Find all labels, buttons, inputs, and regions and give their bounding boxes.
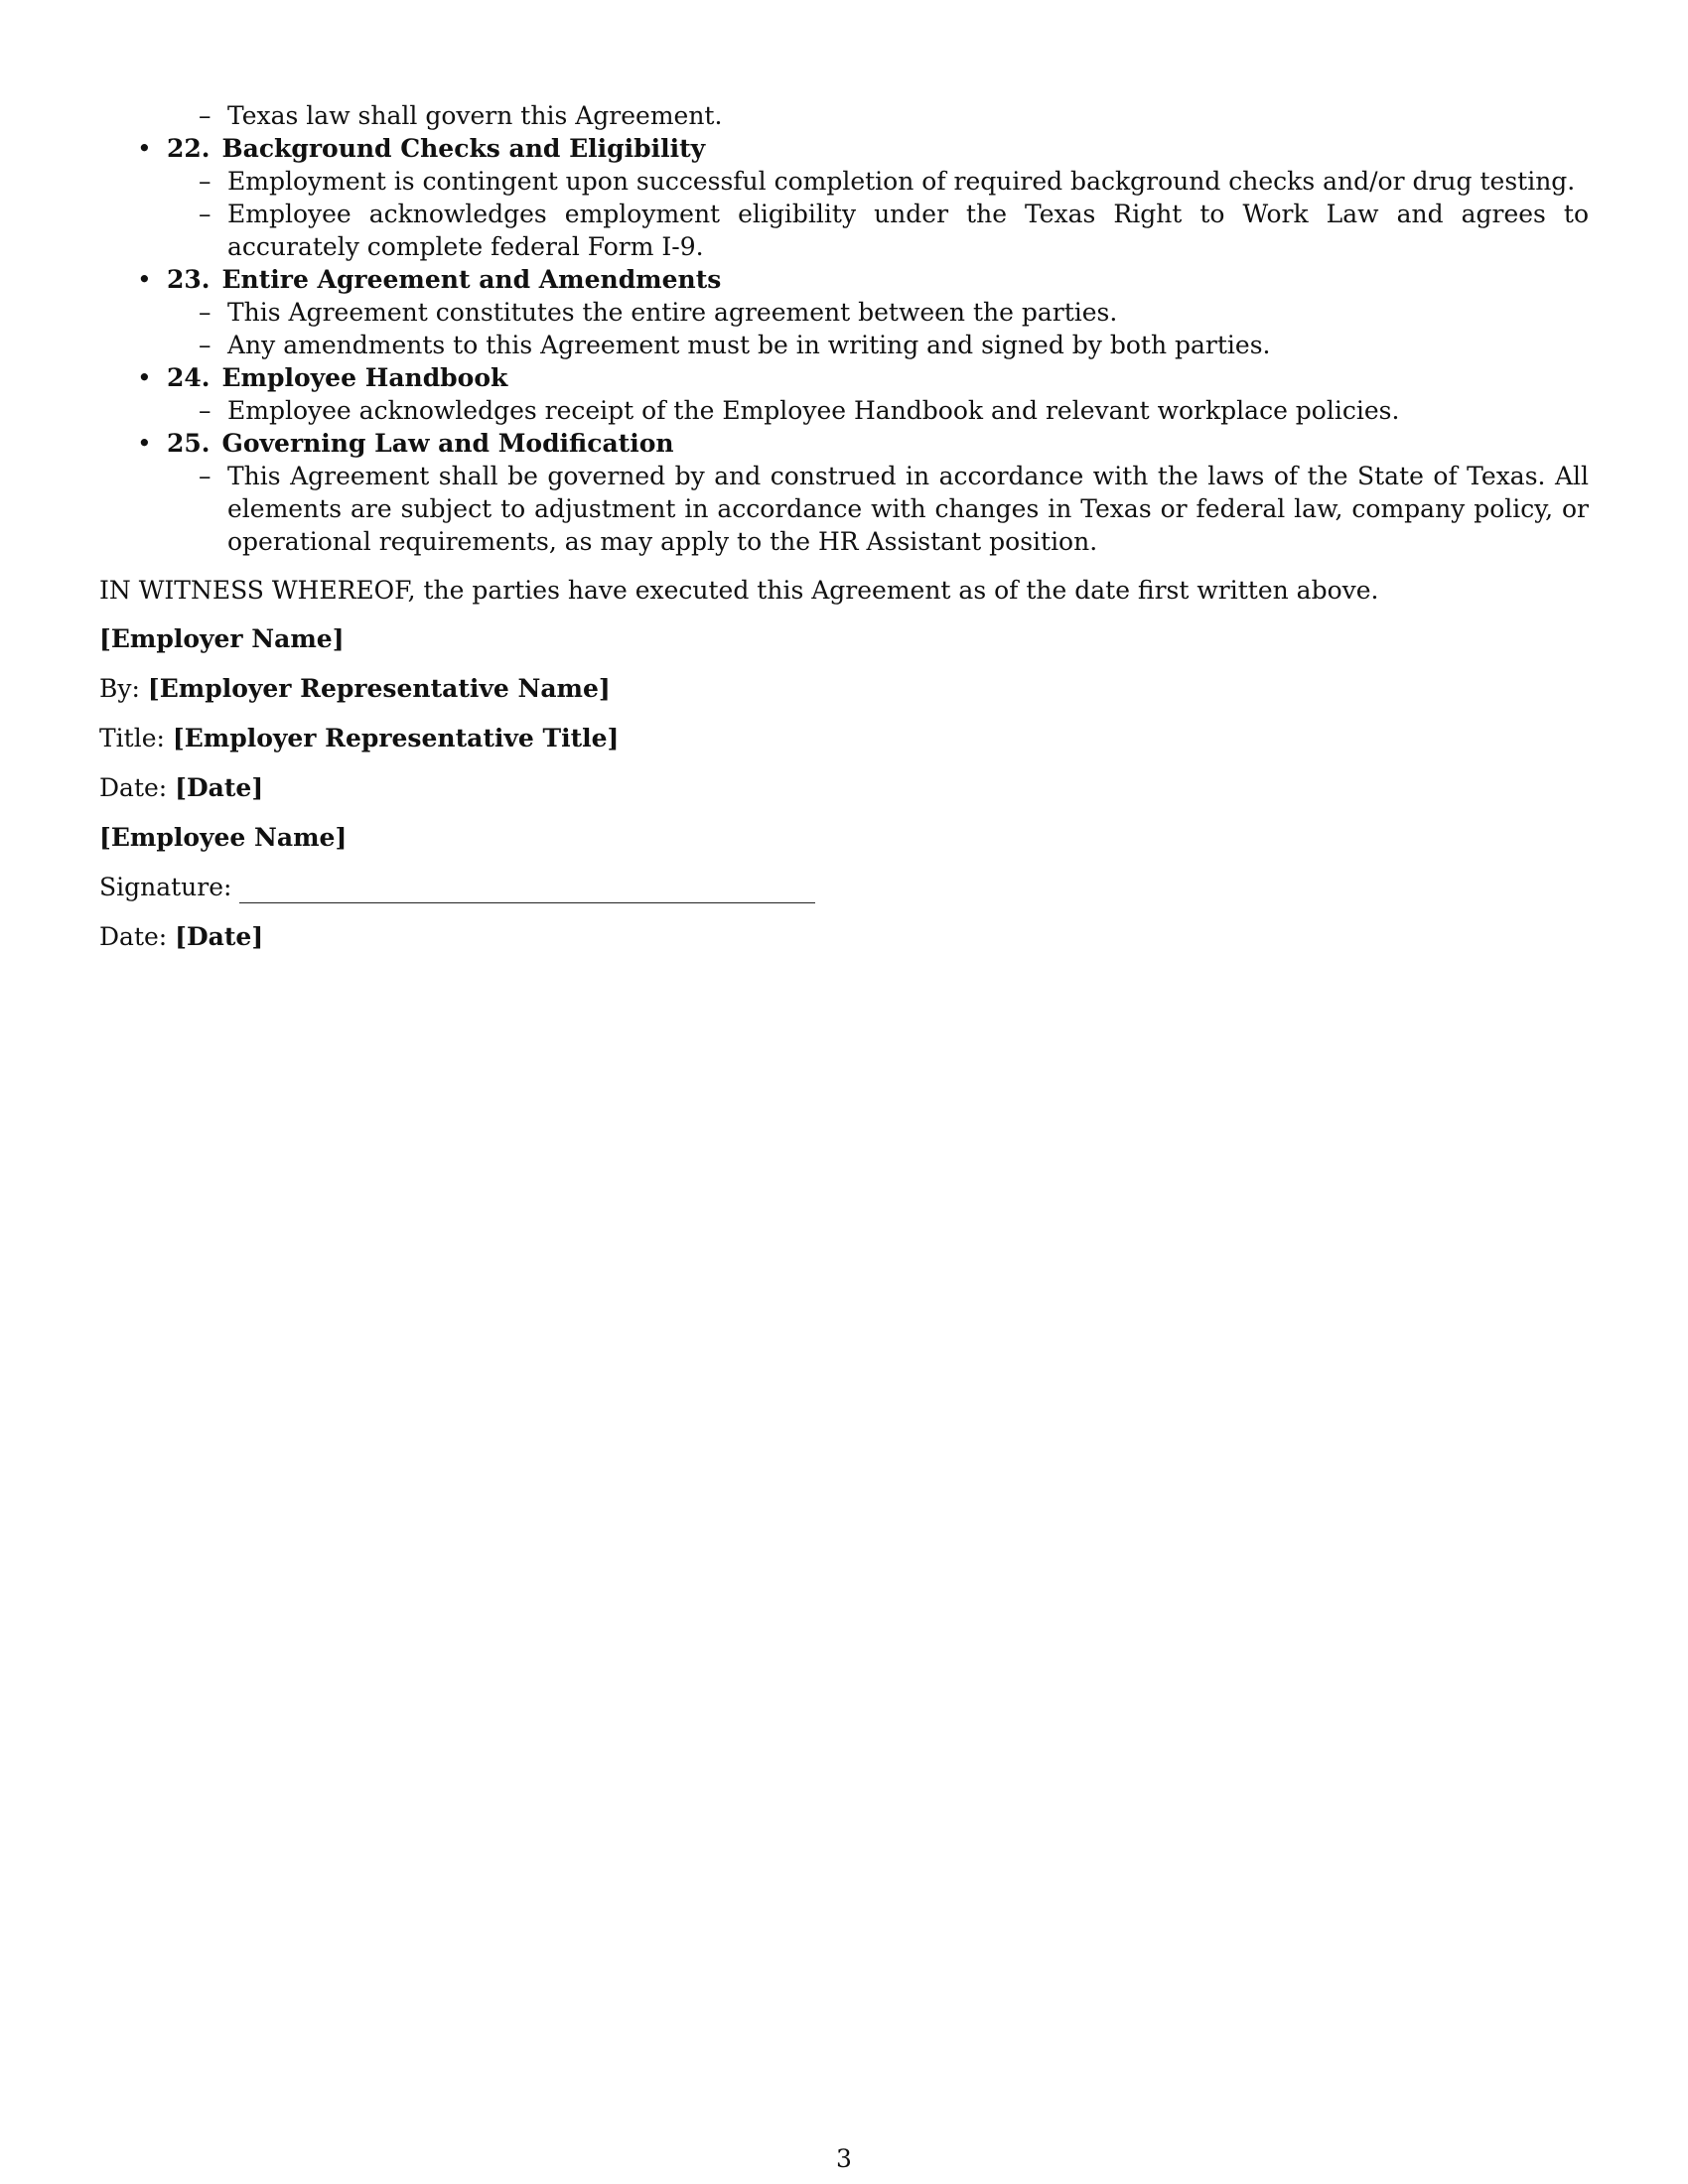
item-text: Employee acknowledges receipt of the Employee Handbook and relevant workplace policies. bbox=[227, 396, 1400, 425]
section-title: Background Checks and Eligibility bbox=[221, 134, 706, 163]
representative-name: [Employer Representative Name] bbox=[147, 674, 611, 703]
date-label: Date: bbox=[99, 922, 168, 951]
bullet-marker: • bbox=[137, 265, 152, 294]
section-24-item-1 bbox=[99, 394, 1589, 427]
signature-label: Signature: bbox=[99, 873, 232, 901]
section-title: Employee Handbook bbox=[221, 363, 508, 392]
employer-representative-line bbox=[99, 672, 1589, 705]
continuation-item bbox=[99, 99, 1589, 132]
employee-name-value: [Employee Name] bbox=[99, 823, 348, 852]
section-number: 22. bbox=[167, 134, 211, 163]
dash-marker: – bbox=[199, 101, 211, 130]
employer-name bbox=[99, 622, 1589, 655]
signature-blank[interactable] bbox=[239, 877, 815, 903]
employer-title-line bbox=[99, 722, 1589, 754]
dash-marker: – bbox=[199, 396, 211, 425]
document-page bbox=[99, 99, 1589, 970]
employer-name-value: [Employer Name] bbox=[99, 624, 345, 653]
employee-date: [Date] bbox=[175, 922, 264, 951]
section-23-heading bbox=[99, 263, 1589, 296]
bullet-marker: • bbox=[137, 134, 152, 163]
item-text: This Agreement shall be governed by and construed in accordance with the laws of the State of Texas. All elements are subject to adjustment in accordance with changes in Texas or federal law, company policy, or operational requirements, as may apply to the HR Assistant position. bbox=[227, 462, 1589, 556]
title-label: Title: bbox=[99, 724, 165, 752]
item-text: Employment is contingent upon successful completion of required background checks and/or drug testing. bbox=[227, 167, 1576, 196]
dash-marker: – bbox=[199, 331, 211, 359]
section-title: Entire Agreement and Amendments bbox=[221, 265, 722, 294]
section-23-item-1 bbox=[99, 296, 1589, 329]
dash-marker: – bbox=[199, 200, 211, 228]
section-23-item-2 bbox=[99, 329, 1589, 361]
item-text: Employee acknowledges employment eligibility under the Texas Right to Work Law and agrees to accurately complete federal Form I-9. bbox=[227, 200, 1589, 261]
page-number: 3 bbox=[836, 2144, 852, 2173]
employee-signature-line bbox=[99, 871, 1589, 903]
witness-clause: IN WITNESS WHEREOF, the parties have executed this Agreement as of the date first written above. bbox=[99, 576, 1379, 605]
dash-marker: – bbox=[199, 167, 211, 196]
section-22-heading bbox=[99, 132, 1589, 165]
bullet-marker: • bbox=[137, 429, 152, 458]
employee-name bbox=[99, 821, 1589, 854]
section-22-item-1 bbox=[99, 165, 1589, 198]
item-text: This Agreement constitutes the entire agreement between the parties. bbox=[227, 298, 1118, 327]
by-label: By: bbox=[99, 674, 140, 703]
section-25-heading bbox=[99, 427, 1589, 460]
date-label: Date: bbox=[99, 773, 168, 802]
bullet-marker: • bbox=[137, 363, 152, 392]
section-number: 25. bbox=[167, 429, 211, 458]
section-number: 24. bbox=[167, 363, 211, 392]
employer-date-line bbox=[99, 771, 1589, 804]
section-title: Governing Law and Modification bbox=[221, 429, 674, 458]
section-22-item-2 bbox=[99, 198, 1589, 263]
item-text: Any amendments to this Agreement must be in writing and signed by both parties. bbox=[227, 331, 1271, 359]
section-25-item-1 bbox=[99, 460, 1589, 558]
dash-marker: – bbox=[199, 462, 211, 490]
section-24-heading bbox=[99, 361, 1589, 394]
representative-title: [Employer Representative Title] bbox=[172, 724, 620, 752]
employer-date: [Date] bbox=[175, 773, 264, 802]
section-number: 23. bbox=[167, 265, 211, 294]
continuation-text: Texas law shall govern this Agreement. bbox=[227, 101, 723, 130]
employee-date-line bbox=[99, 920, 1589, 953]
dash-marker: – bbox=[199, 298, 211, 327]
